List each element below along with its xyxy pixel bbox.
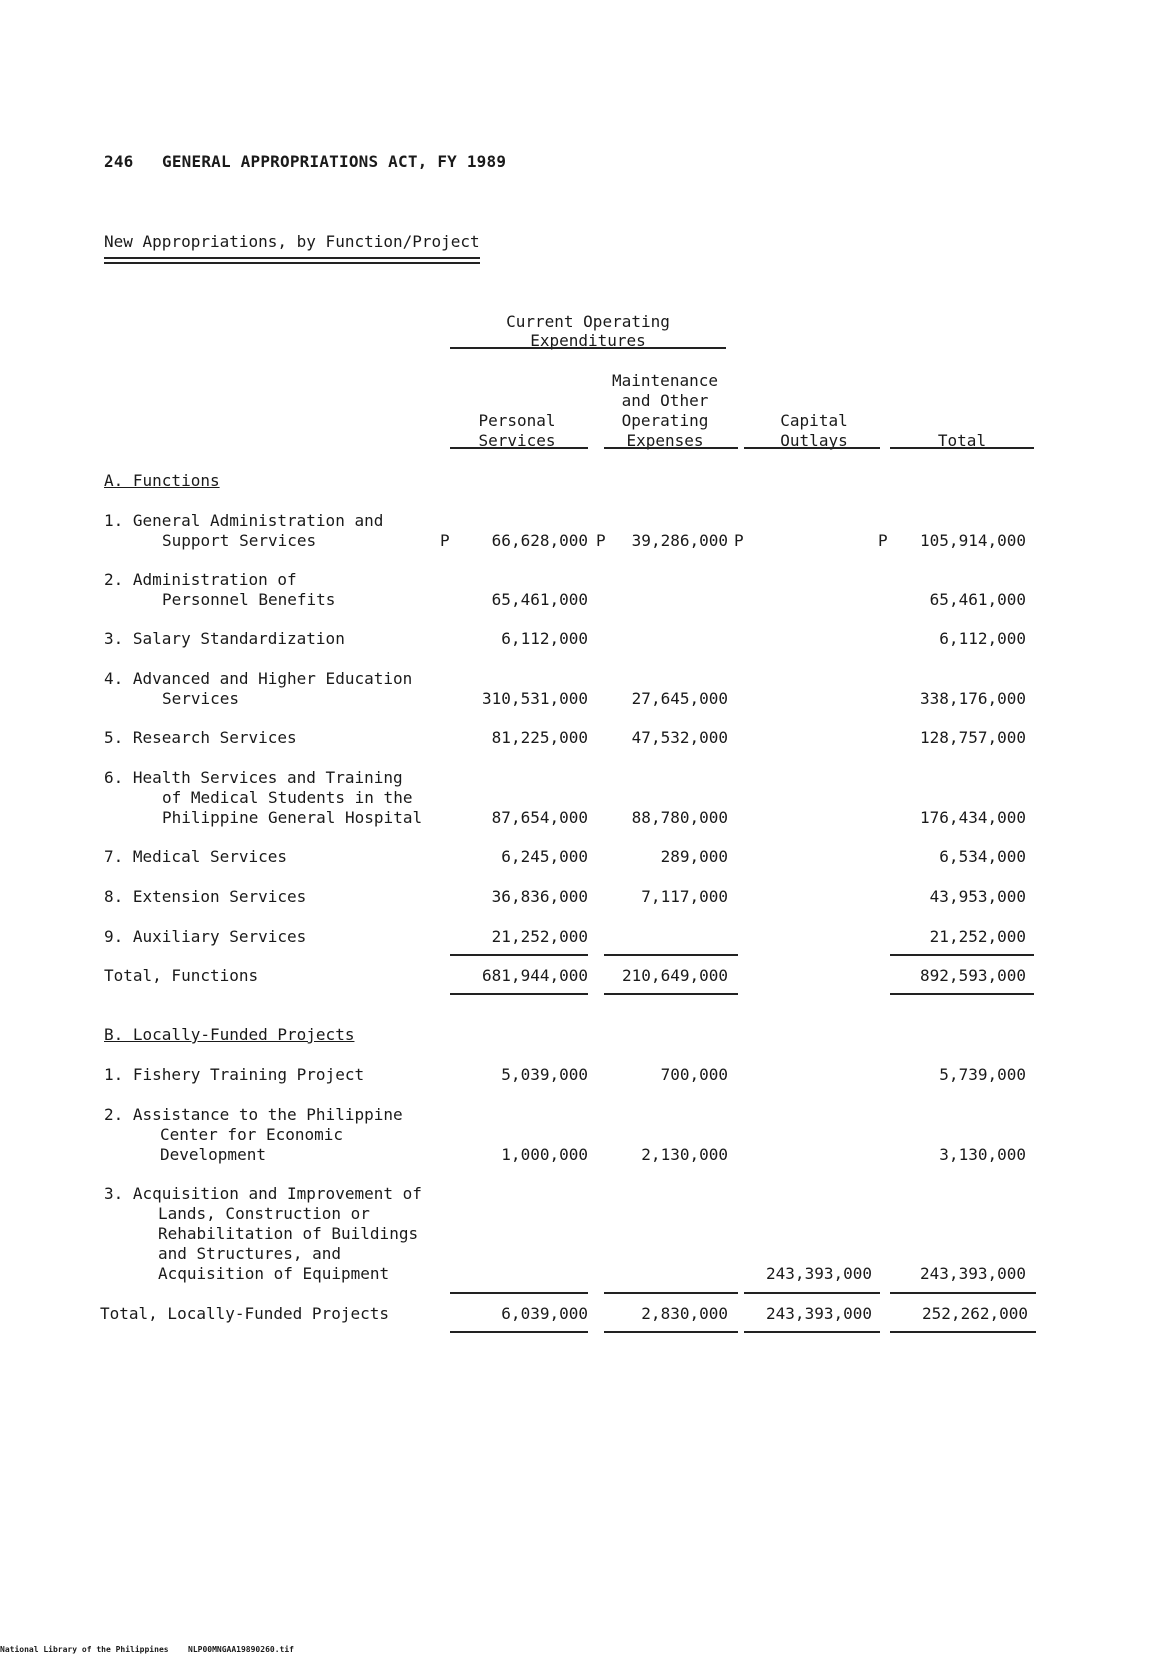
row-label: 2. Assistance to the Philippine [104, 1105, 403, 1124]
col-personal-rule [450, 447, 588, 449]
section-heading-projects: B. Locally-Funded Projects [104, 1025, 355, 1044]
col-group-rule [450, 347, 726, 349]
page-subtitle: New Appropriations, by Function/Project [104, 232, 480, 251]
total-projects-label: Total, Locally-Funded Projects [100, 1304, 389, 1323]
cell-total: 6,112,000 [939, 629, 1026, 648]
col-mooe-line3: Operating [621, 411, 709, 430]
total-rule [744, 1331, 880, 1333]
col-personal-line1: Personal [478, 411, 556, 430]
row-label: 3. Acquisition and Improvement of [104, 1184, 422, 1203]
row-label: 6. Health Services and Training [104, 768, 403, 787]
row-label: and Structures, and [158, 1244, 342, 1263]
cell-capital-outlays: 243,393,000 [766, 1264, 872, 1283]
row-label: Development [160, 1145, 266, 1164]
cell-total: 43,953,000 [929, 887, 1026, 906]
row-label: 2. Administration of [104, 570, 297, 589]
cell-personal-services: 65,461,000 [491, 590, 588, 609]
total-rule [890, 993, 1034, 995]
cell-total: 5,739,000 [939, 1065, 1026, 1084]
cell-mooe: 289,000 [660, 847, 728, 866]
total-projects-total: 252,262,000 [922, 1304, 1028, 1323]
col-total-rule [890, 447, 1034, 449]
col-group-header-line1: Current Operating [506, 312, 670, 331]
total-projects-mooe: 2,830,000 [641, 1304, 728, 1323]
row-label: 7. Medical Services [104, 847, 288, 866]
row-label: Rehabilitation of Buildings [158, 1224, 419, 1243]
cell-mooe: 700,000 [660, 1065, 728, 1084]
col-mooe-line4: Expenses [626, 431, 704, 450]
cell-personal-services: 87,654,000 [491, 808, 588, 827]
col-mooe-rule [604, 447, 738, 449]
cell-mooe: 2,130,000 [641, 1145, 728, 1164]
cell-mooe: 47,532,000 [631, 728, 728, 747]
cell-mooe: 7,117,000 [641, 887, 728, 906]
footer-file: NLP00MNGAA19890260.tif [188, 1645, 294, 1654]
row-label: 3. Salary Standardization [104, 629, 345, 648]
col-capital-line2: Outlays [780, 431, 848, 450]
total-projects-capital: 243,393,000 [766, 1304, 872, 1323]
col-capital-line1: Capital [780, 411, 848, 430]
cell-mooe: 39,286,000 [631, 531, 728, 550]
col-mooe-line1: Maintenance [612, 371, 718, 390]
cell-personal-services: 66,628,000 [491, 531, 588, 550]
total-functions-total: 892,593,000 [920, 966, 1026, 985]
subtotal-rule [744, 1292, 880, 1294]
cell-personal-services: 1,000,000 [501, 1145, 588, 1164]
cell-total: 21,252,000 [929, 927, 1026, 946]
total-rule [890, 1331, 1036, 1333]
col-personal-line2: Services [478, 431, 556, 450]
row-label: Support Services [162, 531, 317, 550]
total-functions-label: Total, Functions [104, 966, 259, 985]
subtotal-rule [450, 954, 588, 956]
cell-total: 338,176,000 [920, 689, 1026, 708]
page-number: 246 [104, 152, 134, 171]
total-rule [604, 1331, 738, 1333]
col-mooe-line2: and Other [621, 391, 709, 410]
cell-total: 3,130,000 [939, 1145, 1026, 1164]
total-functions-mooe: 210,649,000 [622, 966, 728, 985]
cell-mooe: 88,780,000 [631, 808, 728, 827]
currency-sign: P [734, 531, 744, 550]
row-label: 9. Auxiliary Services [104, 927, 307, 946]
subtotal-rule [604, 954, 738, 956]
cell-total: 65,461,000 [929, 590, 1026, 609]
currency-sign: P [440, 531, 450, 550]
total-rule [450, 993, 588, 995]
subtotal-rule [450, 1292, 588, 1294]
total-rule [604, 993, 738, 995]
subtotal-rule [890, 1292, 1036, 1294]
subtotal-rule [890, 954, 1034, 956]
row-label: Services [162, 689, 240, 708]
cell-total: 6,534,000 [939, 847, 1026, 866]
cell-mooe: 27,645,000 [631, 689, 728, 708]
row-label: 1. Fishery Training Project [104, 1065, 365, 1084]
col-group-header-line2: Expenditures [530, 331, 646, 350]
cell-personal-services: 81,225,000 [491, 728, 588, 747]
footer-library: National Library of the Philippines [0, 1645, 169, 1654]
total-projects-personal: 6,039,000 [501, 1304, 588, 1323]
cell-total: 128,757,000 [920, 728, 1026, 747]
row-label: 1. General Administration and [104, 511, 384, 530]
total-functions-personal: 681,944,000 [482, 966, 588, 985]
cell-personal-services: 6,245,000 [501, 847, 588, 866]
col-capital-rule [744, 447, 880, 449]
cell-personal-services: 6,112,000 [501, 629, 588, 648]
row-label: 5. Research Services [104, 728, 297, 747]
row-label: Center for Economic [160, 1125, 344, 1144]
cell-personal-services: 310,531,000 [482, 689, 588, 708]
row-label: 4. Advanced and Higher Education [104, 669, 413, 688]
cell-personal-services: 5,039,000 [501, 1065, 588, 1084]
currency-sign: P [596, 531, 606, 550]
cell-total: 243,393,000 [920, 1264, 1026, 1283]
subtotal-rule [604, 1292, 738, 1294]
row-label: Philippine General Hospital [162, 808, 423, 827]
row-label: 8. Extension Services [104, 887, 307, 906]
cell-total: 105,914,000 [920, 531, 1026, 550]
section-heading-functions: A. Functions [104, 471, 220, 490]
running-title: GENERAL APPROPRIATIONS ACT, FY 1989 [162, 152, 507, 171]
total-rule [450, 1331, 588, 1333]
subtitle-double-rule [104, 257, 480, 264]
row-label: of Medical Students in the [162, 788, 413, 807]
row-label: Lands, Construction or [158, 1204, 370, 1223]
row-label: Personnel Benefits [162, 590, 336, 609]
currency-sign: P [878, 531, 888, 550]
col-total-header: Total [937, 431, 987, 450]
cell-personal-services: 36,836,000 [491, 887, 588, 906]
row-label: Acquisition of Equipment [158, 1264, 390, 1283]
cell-personal-services: 21,252,000 [491, 927, 588, 946]
cell-total: 176,434,000 [920, 808, 1026, 827]
